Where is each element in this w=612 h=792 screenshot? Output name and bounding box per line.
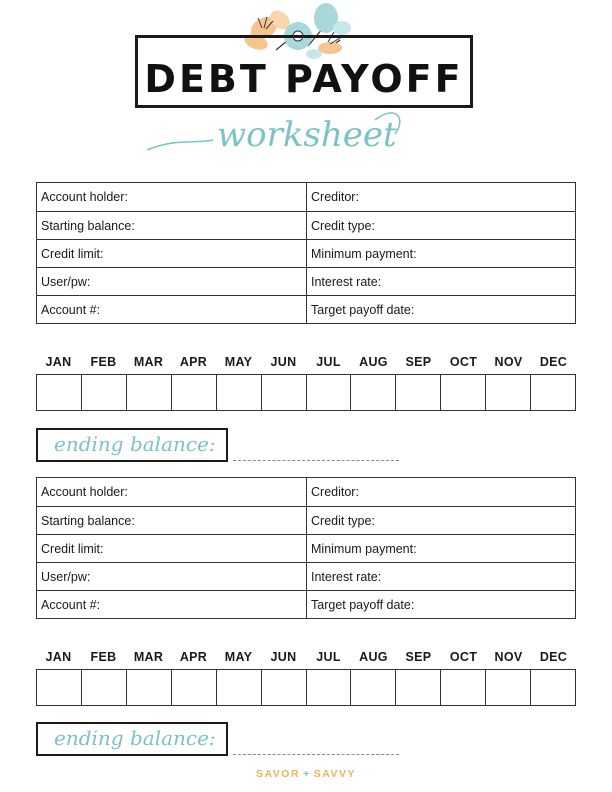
info-field[interactable]: Account holder: (37, 183, 307, 211)
info-row (37, 534, 575, 562)
month-cell[interactable] (530, 670, 575, 705)
month-label: MAR (133, 650, 164, 664)
month-label: JUL (316, 650, 341, 664)
month-label: APR (179, 650, 208, 664)
info-row (37, 295, 575, 323)
month-cell[interactable] (126, 670, 171, 705)
month-cell[interactable] (126, 375, 171, 410)
info-field[interactable]: Interest rate: (311, 274, 382, 289)
month-label: OCT (449, 355, 478, 369)
month-label: JUN (270, 650, 297, 664)
info-field[interactable]: Credit limit: (37, 240, 307, 267)
page-title: DEBT PAYOFF (144, 57, 464, 101)
ending-balance-label (38, 724, 226, 754)
month-cell[interactable] (81, 670, 126, 705)
month-label: MAY (224, 355, 253, 369)
info-field[interactable]: Minimum payment: (311, 541, 417, 556)
info-field[interactable]: Starting balance: (37, 212, 307, 239)
title-box (135, 35, 473, 108)
month-cell[interactable] (395, 670, 440, 705)
page-subtitle (145, 108, 445, 160)
month-label: MAR (133, 355, 164, 369)
month-cell[interactable] (485, 670, 530, 705)
month-grid (36, 374, 576, 411)
month-label: JUL (316, 355, 341, 369)
ending-balance-text: ending balance: (54, 432, 216, 456)
ending-balance-line[interactable] (233, 754, 399, 755)
info-field[interactable]: Target payoff date: (311, 597, 415, 612)
ending-balance-text: ending balance: (54, 726, 216, 750)
month-cell[interactable] (440, 375, 485, 410)
info-row (37, 590, 575, 618)
info-row (37, 506, 575, 534)
month-label: SEP (405, 650, 432, 664)
month-label: FEB (90, 650, 117, 664)
subtitle-text: worksheet (217, 115, 397, 155)
info-field[interactable]: Creditor: (311, 190, 359, 204)
info-row (37, 562, 575, 590)
month-cell[interactable] (171, 375, 216, 410)
month-grid (36, 669, 576, 706)
ending-balance-label (38, 430, 226, 460)
month-cell[interactable] (530, 375, 575, 410)
brand-left: SAVOR (255, 768, 301, 780)
info-row (37, 211, 575, 239)
account-info-table (36, 477, 576, 619)
ending-balance-label-box (36, 722, 228, 756)
month-cell[interactable] (261, 375, 306, 410)
info-row (37, 267, 575, 295)
info-field[interactable]: Interest rate: (311, 569, 382, 584)
month-cell[interactable] (81, 375, 126, 410)
month-label: JAN (45, 355, 72, 369)
info-field[interactable]: Account #: (37, 296, 307, 323)
month-label: AUG (359, 650, 388, 664)
month-label: MAY (224, 650, 253, 664)
month-label: NOV (494, 355, 523, 369)
month-cell[interactable] (485, 375, 530, 410)
info-field[interactable]: User/pw: (37, 563, 307, 590)
account-info-table (36, 182, 576, 324)
info-field[interactable]: Credit limit: (37, 535, 307, 562)
month-label: SEP (405, 355, 432, 369)
month-cell[interactable] (171, 670, 216, 705)
month-cell[interactable] (395, 375, 440, 410)
month-label: AUG (359, 355, 388, 369)
month-label: JUN (270, 355, 297, 369)
footer-brand (0, 768, 612, 780)
info-field[interactable]: Starting balance: (37, 507, 307, 534)
month-cell[interactable] (350, 670, 395, 705)
month-cell[interactable] (261, 670, 306, 705)
month-cell[interactable] (216, 670, 261, 705)
info-field[interactable]: Minimum payment: (311, 246, 417, 261)
month-label: APR (179, 355, 208, 369)
month-label: JAN (45, 650, 72, 664)
month-cell[interactable] (37, 375, 81, 410)
month-cell[interactable] (37, 670, 81, 705)
info-field[interactable]: Credit type: (311, 218, 375, 233)
month-label: DEC (539, 355, 568, 369)
info-field[interactable]: Credit type: (311, 513, 375, 528)
month-cell[interactable] (350, 375, 395, 410)
info-field[interactable]: User/pw: (37, 268, 307, 295)
info-row (37, 478, 575, 506)
info-row (37, 239, 575, 267)
info-field[interactable]: Account #: (37, 591, 307, 618)
ending-balance-label-box (36, 428, 228, 462)
month-header (36, 355, 576, 369)
month-cell[interactable] (440, 670, 485, 705)
month-label: OCT (449, 650, 478, 664)
info-field[interactable]: Target payoff date: (311, 302, 415, 317)
brand-separator: + (303, 768, 311, 780)
month-cell[interactable] (306, 670, 351, 705)
month-cell[interactable] (216, 375, 261, 410)
info-field[interactable]: Creditor: (311, 485, 359, 499)
month-label: FEB (90, 355, 117, 369)
month-cell[interactable] (306, 375, 351, 410)
info-row (37, 183, 575, 211)
month-header (36, 650, 576, 664)
month-label: NOV (494, 650, 523, 664)
brand-right: SAVVY (313, 768, 357, 780)
month-label: DEC (539, 650, 568, 664)
ending-balance-line[interactable] (233, 460, 399, 461)
info-field[interactable]: Account holder: (37, 478, 307, 506)
